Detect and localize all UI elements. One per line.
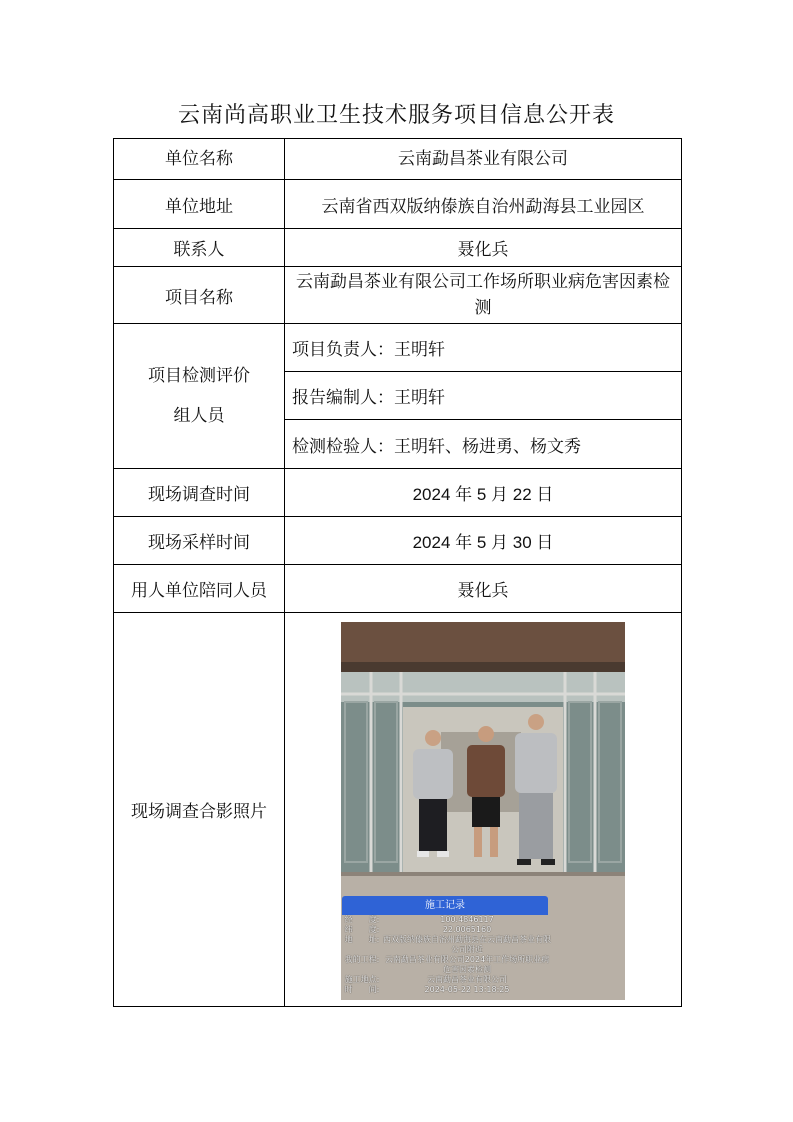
unit-address-label: 单位地址 <box>114 180 285 229</box>
watermark-key: 时 间: <box>344 984 380 994</box>
watermark-value: 2024-05-22 13:18:25 <box>424 984 510 994</box>
watermark-row <box>341 985 625 995</box>
watermark-value: 西双版纳傣族自治州勐海县在云南勐昌茶业有限公司附近 <box>383 934 551 954</box>
watermark-value: 云南勐昌茶业有限公司 <box>427 974 507 984</box>
contact-label: 联系人 <box>114 229 285 267</box>
watermark-value: 100.4846117 <box>440 914 494 924</box>
watermark-key: 经 度: <box>344 914 380 924</box>
project-name-label: 项目名称 <box>114 267 285 324</box>
watermark-key: 地 址: <box>344 934 380 944</box>
photo-label: 现场调查合影照片 <box>114 613 285 1007</box>
watermark-row <box>341 955 625 975</box>
escort-value: 聂化兵 <box>285 565 682 613</box>
watermark-row <box>341 935 625 955</box>
unit-address-value: 云南省西双版纳傣族自治州勐海县工业园区 <box>285 180 682 229</box>
team-writer: 报告编制人：王明轩 <box>285 372 682 420</box>
survey-time-value: 2024 年 5 月 22 日 <box>285 469 682 517</box>
watermark-value: 云南勐昌茶业有限公司2024年工作场所职业病危害因素检测 <box>384 954 550 974</box>
photo-watermark <box>341 896 625 995</box>
watermark-row <box>341 915 625 925</box>
team-label <box>114 324 285 469</box>
watermark-key: 纬 度: <box>344 924 380 934</box>
team-label-line1: 项目检测评价 <box>148 366 250 386</box>
escort-label: 用人单位陪同人员 <box>114 565 285 613</box>
survey-time-label: 现场调查时间 <box>114 469 285 517</box>
info-table <box>113 138 682 1007</box>
team-leader: 项目负责人：王明轩 <box>285 324 682 372</box>
group-photo <box>341 622 625 1000</box>
watermark-row <box>341 925 625 935</box>
contact-value: 聂化兵 <box>285 229 682 267</box>
sampling-time-value: 2024 年 5 月 30 日 <box>285 517 682 565</box>
project-name-value: 云南勐昌茶业有限公司工作场所职业病危害因素检测 <box>285 267 682 324</box>
sampling-time-label: 现场采样时间 <box>114 517 285 565</box>
unit-name-value: 云南勐昌茶业有限公司 <box>285 139 682 180</box>
watermark-key: 我的工程: <box>344 954 380 964</box>
watermark-row <box>341 975 625 985</box>
watermark-value: 22.0065160 <box>442 924 492 934</box>
team-label-line2: 组人员 <box>173 406 225 426</box>
team-inspectors: 检测检验人：王明轩、杨进勇、杨文秀 <box>285 420 682 469</box>
unit-name-label: 单位名称 <box>114 139 285 180</box>
watermark-title: 施工记录 <box>342 896 548 915</box>
photo-cell <box>285 613 682 1007</box>
watermark-key: 施工地点: <box>344 974 380 984</box>
page-title: 云南尚高职业卫生技术服务项目信息公开表 <box>177 103 615 128</box>
